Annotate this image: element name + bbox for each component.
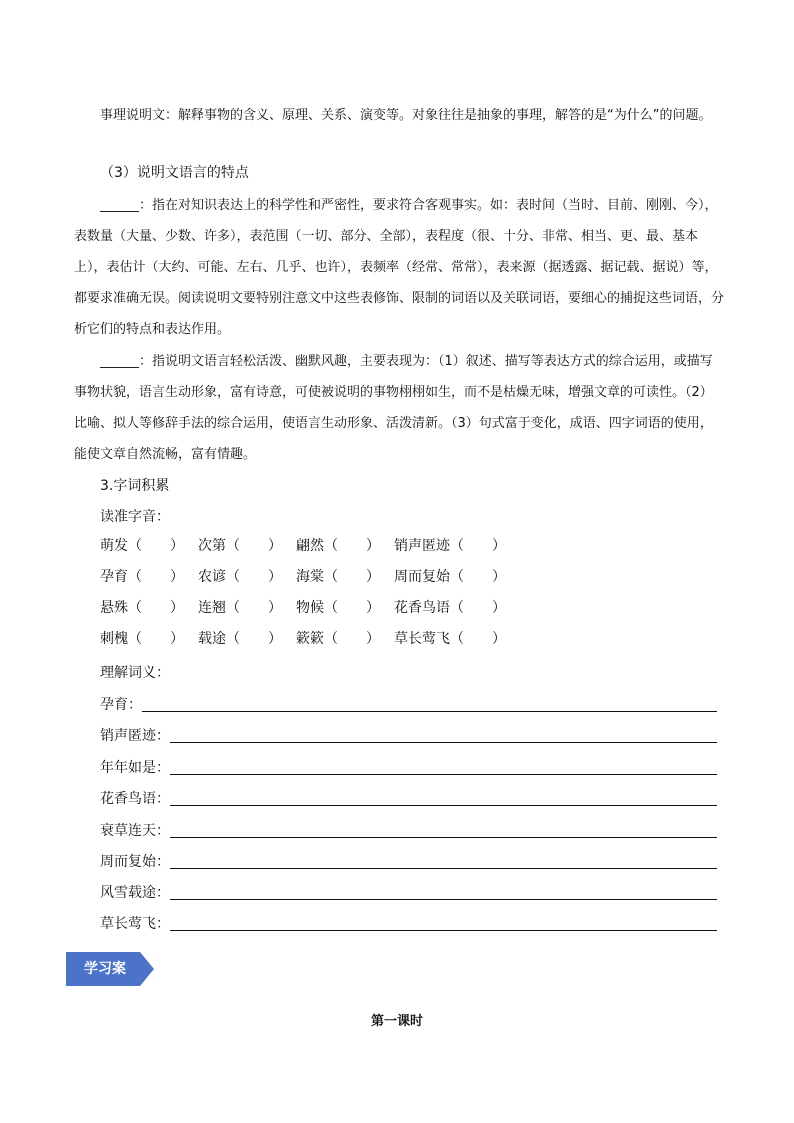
answer-line[interactable] [170, 930, 717, 931]
pronunciation-grid [100, 535, 554, 659]
pronunciation-item[interactable]: 物候（ ） [296, 600, 380, 616]
lesson-title: 第一课时 [370, 1014, 423, 1029]
pronunciation-item[interactable]: 连翘（ ） [198, 600, 282, 616]
section3-heading: （3）说明文语言的特点 [100, 165, 249, 181]
pronunciation-row [100, 628, 554, 659]
definition-row [100, 851, 717, 871]
accuracy-paragraph [74, 190, 724, 345]
definition-label: 孕育： [100, 697, 142, 713]
definition-row [100, 882, 717, 902]
pronunciation-row [100, 566, 554, 597]
words-heading: 3.字词积累 [100, 478, 170, 494]
definition-label: 风雪载途： [100, 885, 170, 901]
pronunciation-item[interactable]: 花香鸟语（ ） [394, 600, 506, 616]
definition-row [100, 913, 717, 933]
answer-line[interactable] [170, 774, 717, 775]
definition-label: 花香鸟语： [100, 791, 170, 807]
pronunciation-item[interactable]: 周而复始（ ） [394, 569, 506, 585]
pronunciation-item[interactable]: 销声匿迹（ ） [394, 538, 506, 554]
definition-label: 衰草连天： [100, 823, 170, 839]
pronunciation-item[interactable]: 悬殊（ ） [100, 600, 184, 616]
accuracy-blank: ______ [100, 198, 139, 213]
definition-label: 年年如是： [100, 760, 170, 776]
pronunciation-item[interactable]: 草长莺飞（ ） [394, 631, 506, 647]
vividness-blank: ______ [100, 354, 139, 369]
pronunciation-item[interactable]: 海棠（ ） [296, 569, 380, 585]
pronunciation-item[interactable]: 次第（ ） [198, 538, 282, 554]
answer-line[interactable] [170, 742, 717, 743]
definition-label: 草长莺飞： [100, 916, 170, 932]
intro-lead: 事理说明文： [100, 108, 179, 123]
pronunciation-item[interactable]: 载途（ ） [198, 631, 282, 647]
pronunciation-item[interactable]: 簌簌（ ） [296, 631, 380, 647]
pronunciation-item[interactable]: 萌发（ ） [100, 538, 184, 554]
pronunciation-heading: 读准字音： [100, 509, 170, 525]
definition-row [100, 694, 717, 714]
definition-row [100, 725, 717, 745]
pronunciation-item[interactable]: 农谚（ ） [198, 569, 282, 585]
definition-label: 销声匿迹： [100, 728, 170, 744]
answer-line[interactable] [142, 711, 717, 712]
pronunciation-row [100, 597, 554, 628]
banner-label: 学习案 [84, 961, 126, 977]
pronunciation-row [100, 535, 554, 566]
intro-text: 解释事物的含义、原理、关系、演变等。对象往往是抽象的事理，解答的是“为什么”的问题。 [178, 108, 712, 123]
pronunciation-item[interactable]: 孕育（ ） [100, 569, 184, 585]
definition-row [100, 757, 717, 777]
definition-row [100, 788, 717, 808]
intro-paragraph [74, 100, 724, 131]
study-plan-banner [66, 952, 154, 986]
vividness-text: ：指说明文语言轻松活泼、幽默风趣，主要表现为：（1）叙述、描写等表达方式的综合运用，或描写事物状貌，语言生动形象，富有诗意，可使被说明的事物栩栩如生，而不是枯燥无味，增强文章的可读性。（2）比喻、拟人等修辞手法的综合运用，使语言生动形象、活泼清新。（3）句式富于变化，成语、四字词语的使用，能使文章自然流畅，富有情趣。 [74, 354, 713, 462]
definition-row [100, 820, 717, 840]
answer-line[interactable] [170, 805, 717, 806]
accuracy-text: ：指在对知识表达上的科学性和严密性，要求符合客观事实。如：表时间（当时、目前、刚刚、今），表数量（大量、少数、许多），表范围（一切、部分、全部），表程度（很、十分、非常、相当、更、最、基本上），表估计（大约、可能、左右、几乎、也许），表频率（经常、常常），表来源（据透露、据记载、据说）等，都要求准确无误。阅读说明文要特别注意文中这些表修饰、限制的词语以及关联词语，要细心的捕捉这些词语，分析它们的特点和表达作用。 [74, 198, 725, 337]
answer-line[interactable] [170, 837, 717, 838]
answer-line[interactable] [170, 899, 717, 900]
definition-heading: 理解词义： [100, 665, 170, 681]
vividness-paragraph [74, 346, 724, 470]
answer-line[interactable] [170, 868, 717, 869]
pronunciation-item[interactable]: 翩然（ ） [296, 538, 380, 554]
pronunciation-item[interactable]: 刺槐（ ） [100, 631, 184, 647]
definition-label: 周而复始： [100, 854, 170, 870]
